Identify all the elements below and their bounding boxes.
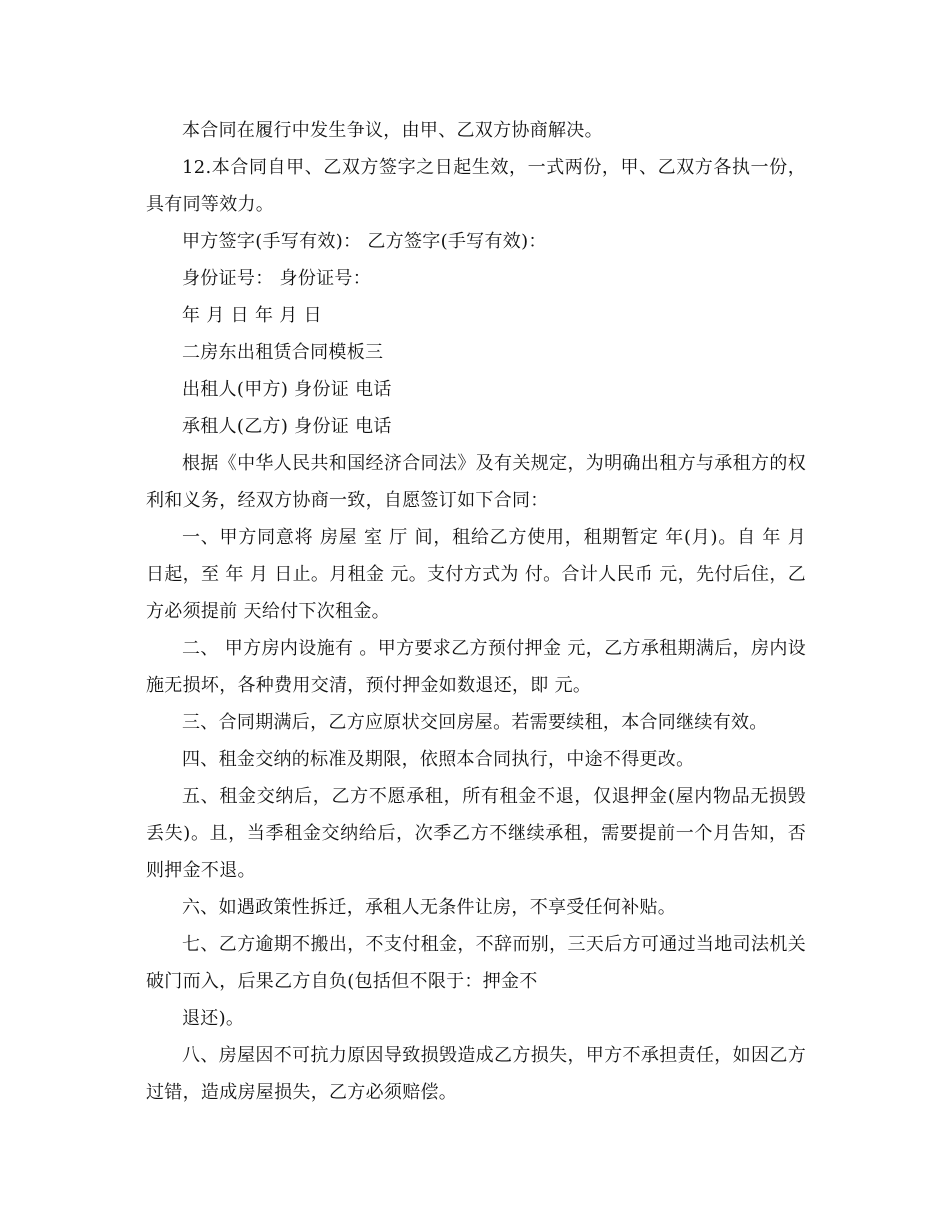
paragraph-preamble: 根据《中华人民共和国经济合同法》及有关规定，为明确出租方与承租方的权利和义务，经双方协商一致，自愿签订如下合同： [146, 453, 806, 511]
paragraph-effective-date: 12.本合同自甲、乙双方签字之日起生效，一式两份，甲、乙双方各执一份，具有同等效力。 [146, 157, 806, 215]
clause-5: 五、租金交纳后，乙方不愿承租，所有租金不退，仅退押金(屋内物品无损毁丢失)。且，当季租金交纳给后，次季乙方不继续承租，需要提前一个月告知，否则押金不退。 [146, 786, 806, 881]
lessor-line: 出租人(甲方) 身份证 电话 [182, 379, 392, 400]
clause-7-continued: 退还)。 [182, 1008, 245, 1029]
signature-line: 甲方签字(手写有效)： 乙方签字(手写有效)： [182, 231, 547, 252]
lessee-line: 承租人(乙方) 身份证 电话 [182, 416, 392, 437]
section-title: 二房东出租赁合同模板三 [182, 342, 384, 363]
clause-2: 二、 甲方房内设施有 。甲方要求乙方预付押金 元，乙方承租期满后，房内设施无损坏，各种费用交清，预付押金如数退还，即 元。 [146, 638, 806, 696]
paragraph-dispute: 本合同在履行中发生争议，由甲、乙双方协商解决。 [182, 120, 603, 141]
clause-6: 六、如遇政策性拆迁，承租人无条件让房，不享受任何补贴。 [182, 897, 677, 918]
clause-1: 一、甲方同意将 房屋 室 厅 间，租给乙方使用，租期暂定 年(月)。自 年 月 日起，至 年 月 日止。月租金 元。支付方式为 付。合计人民币 元，先付后住，乙方必须提前 天给付下次租金。 [146, 527, 806, 622]
id-number-line: 身份证号： 身份证号： [182, 268, 372, 289]
clause-7: 七、乙方逾期不搬出，不支付租金，不辞而别，三天后方可通过当地司法机关破门而入，后果乙方自负(包括但不限于：押金不 [146, 934, 806, 992]
clause-4: 四、租金交纳的标准及期限，依照本合同执行，中途不得更改。 [182, 749, 695, 770]
document-body [146, 112, 806, 1111]
date-line: 年 月 日 年 月 日 [182, 305, 322, 326]
clause-8: 八、房屋因不可抗力原因导致损毁造成乙方损失，甲方不承担责任，如因乙方过错，造成房屋损失，乙方必须赔偿。 [146, 1045, 806, 1103]
clause-3: 三、合同期满后，乙方应原状交回房屋。若需要续租，本合同继续有效。 [182, 712, 768, 733]
